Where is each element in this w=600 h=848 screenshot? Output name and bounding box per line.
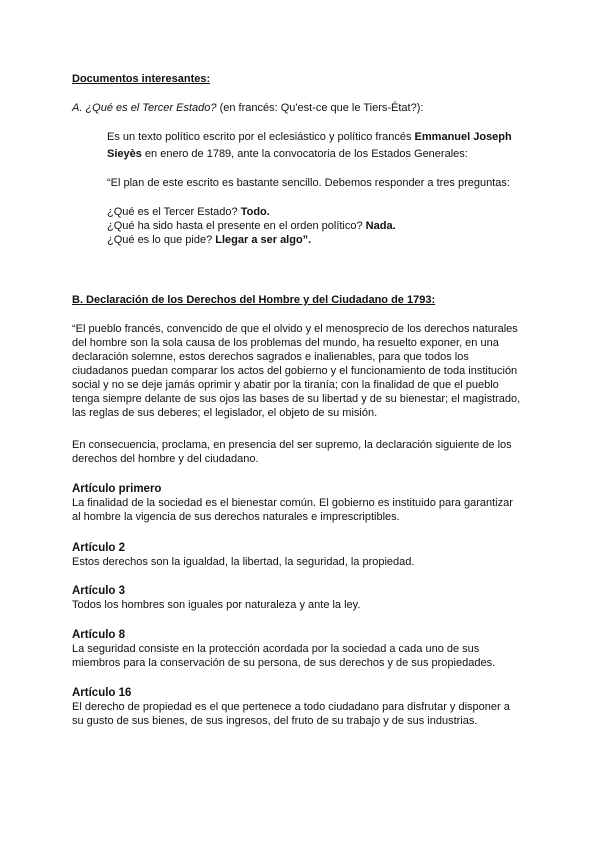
- article-8: [72, 628, 532, 670]
- preamble-line: declaración solemne, estos derechos sagrados e inalienables, para que todos los: [72, 351, 469, 363]
- question-text: ¿Qué ha sido hasta el presente en el orden político?: [107, 220, 366, 232]
- author-name-last: Sieyès: [107, 148, 142, 160]
- intro-line-2: [107, 147, 468, 161]
- preamble-line: las reglas de sus deberes; el legislador, el objeto de su misión.: [72, 407, 378, 419]
- article-title: Artículo 3: [72, 585, 126, 597]
- question-text: ¿Qué es el Tercer Estado?: [107, 206, 241, 218]
- intro-text-2: en enero de 1789, ante la convocatoria de los Estados Generales:: [141, 148, 468, 160]
- section-a-rest: (en francés: Qu'est-ce que le Tiers-État?):: [216, 102, 424, 114]
- article-line: Estos derechos son la igualdad, la libertad, la seguridad, la propiedad.: [72, 556, 415, 568]
- article-3: [72, 584, 532, 612]
- consequence-paragraph: [72, 438, 532, 466]
- article-line: El derecho de propiedad es el que pertenece a todo ciudadano para disfrutar y disponer a: [72, 701, 510, 713]
- intro-line-1: [107, 130, 512, 144]
- article-2: [72, 541, 532, 569]
- question-2: [107, 219, 396, 233]
- article-title: Artículo 16: [72, 687, 132, 699]
- preamble-line: del hombre son la sola causa de los problemas del mundo, ha resuelto exponer, en una: [72, 337, 499, 349]
- article-line: Todos los hombres son iguales por naturaleza y ante la ley.: [72, 599, 361, 611]
- article-line: su gusto de sus bienes, de sus ingresos, del fruto de su trabajo y de sus industrias.: [72, 715, 478, 727]
- article-line: miembros para la conservación de su persona, de sus derechos y de sus propiedades.: [72, 657, 496, 669]
- article-line: al hombre la vigencia de sus derechos naturales e imprescriptibles.: [72, 511, 400, 523]
- article-line: La finalidad de la sociedad es el bienestar común. El gobierno es instituido para garantizar: [72, 497, 513, 509]
- author-name-first: Emmanuel Joseph: [414, 131, 512, 143]
- question-text: ¿Qué es lo que pide?: [107, 234, 216, 246]
- heading-declaracion: B. Declaración de los Derechos del Hombre y del Ciudadano de 1793:: [72, 294, 436, 306]
- preamble-line: “El pueblo francés, convencido de que el olvido y el menosprecio de los derechos naturales: [72, 323, 518, 335]
- question-3: [107, 233, 311, 247]
- consequence-line: derechos del hombre y del ciudadano.: [72, 453, 259, 465]
- answer-text: Nada.: [365, 220, 396, 232]
- preamble-line: social y no se deje jamás oprimir y abatir por la tiranía; con la finalidad de que el pueblo: [72, 379, 499, 391]
- article-primero: [72, 482, 532, 524]
- answer-text: Todo.: [240, 206, 270, 218]
- intro-text: Es un texto político escrito por el eclesiástico y político francés: [107, 131, 415, 143]
- article-title: Artículo 2: [72, 542, 126, 554]
- declaration-preamble: [72, 322, 532, 420]
- answer-text: Llegar a ser algo”.: [215, 234, 312, 246]
- article-title: Artículo 8: [72, 629, 126, 641]
- heading-documentos: Documentos interesantes:: [72, 73, 211, 85]
- consequence-line: En consecuencia, proclama, en presencia del ser supremo, la declaración siguiente de los: [72, 439, 512, 451]
- preamble-line: ciudadanos puedan comparar los actos del gobierno y el funcionamiento de toda institución: [72, 365, 518, 377]
- article-title: Artículo primero: [72, 483, 162, 495]
- article-line: La seguridad consiste en la protección acordada por la sociedad a cada uno de sus: [72, 643, 480, 655]
- preamble-line: tenga siempre delante de sus ojos las bases de su libertad y de su bienestar; el magistrado,: [72, 393, 521, 405]
- article-16: [72, 686, 532, 728]
- section-a-italic-title: ¿Qué es el Tercer Estado?: [85, 102, 217, 114]
- quote-intro: “El plan de este escrito es bastante sencillo. Debemos responder a tres preguntas:: [107, 177, 510, 189]
- section-a-prefix: A.: [72, 102, 86, 114]
- question-1: [107, 205, 270, 219]
- section-a-title: [72, 101, 423, 115]
